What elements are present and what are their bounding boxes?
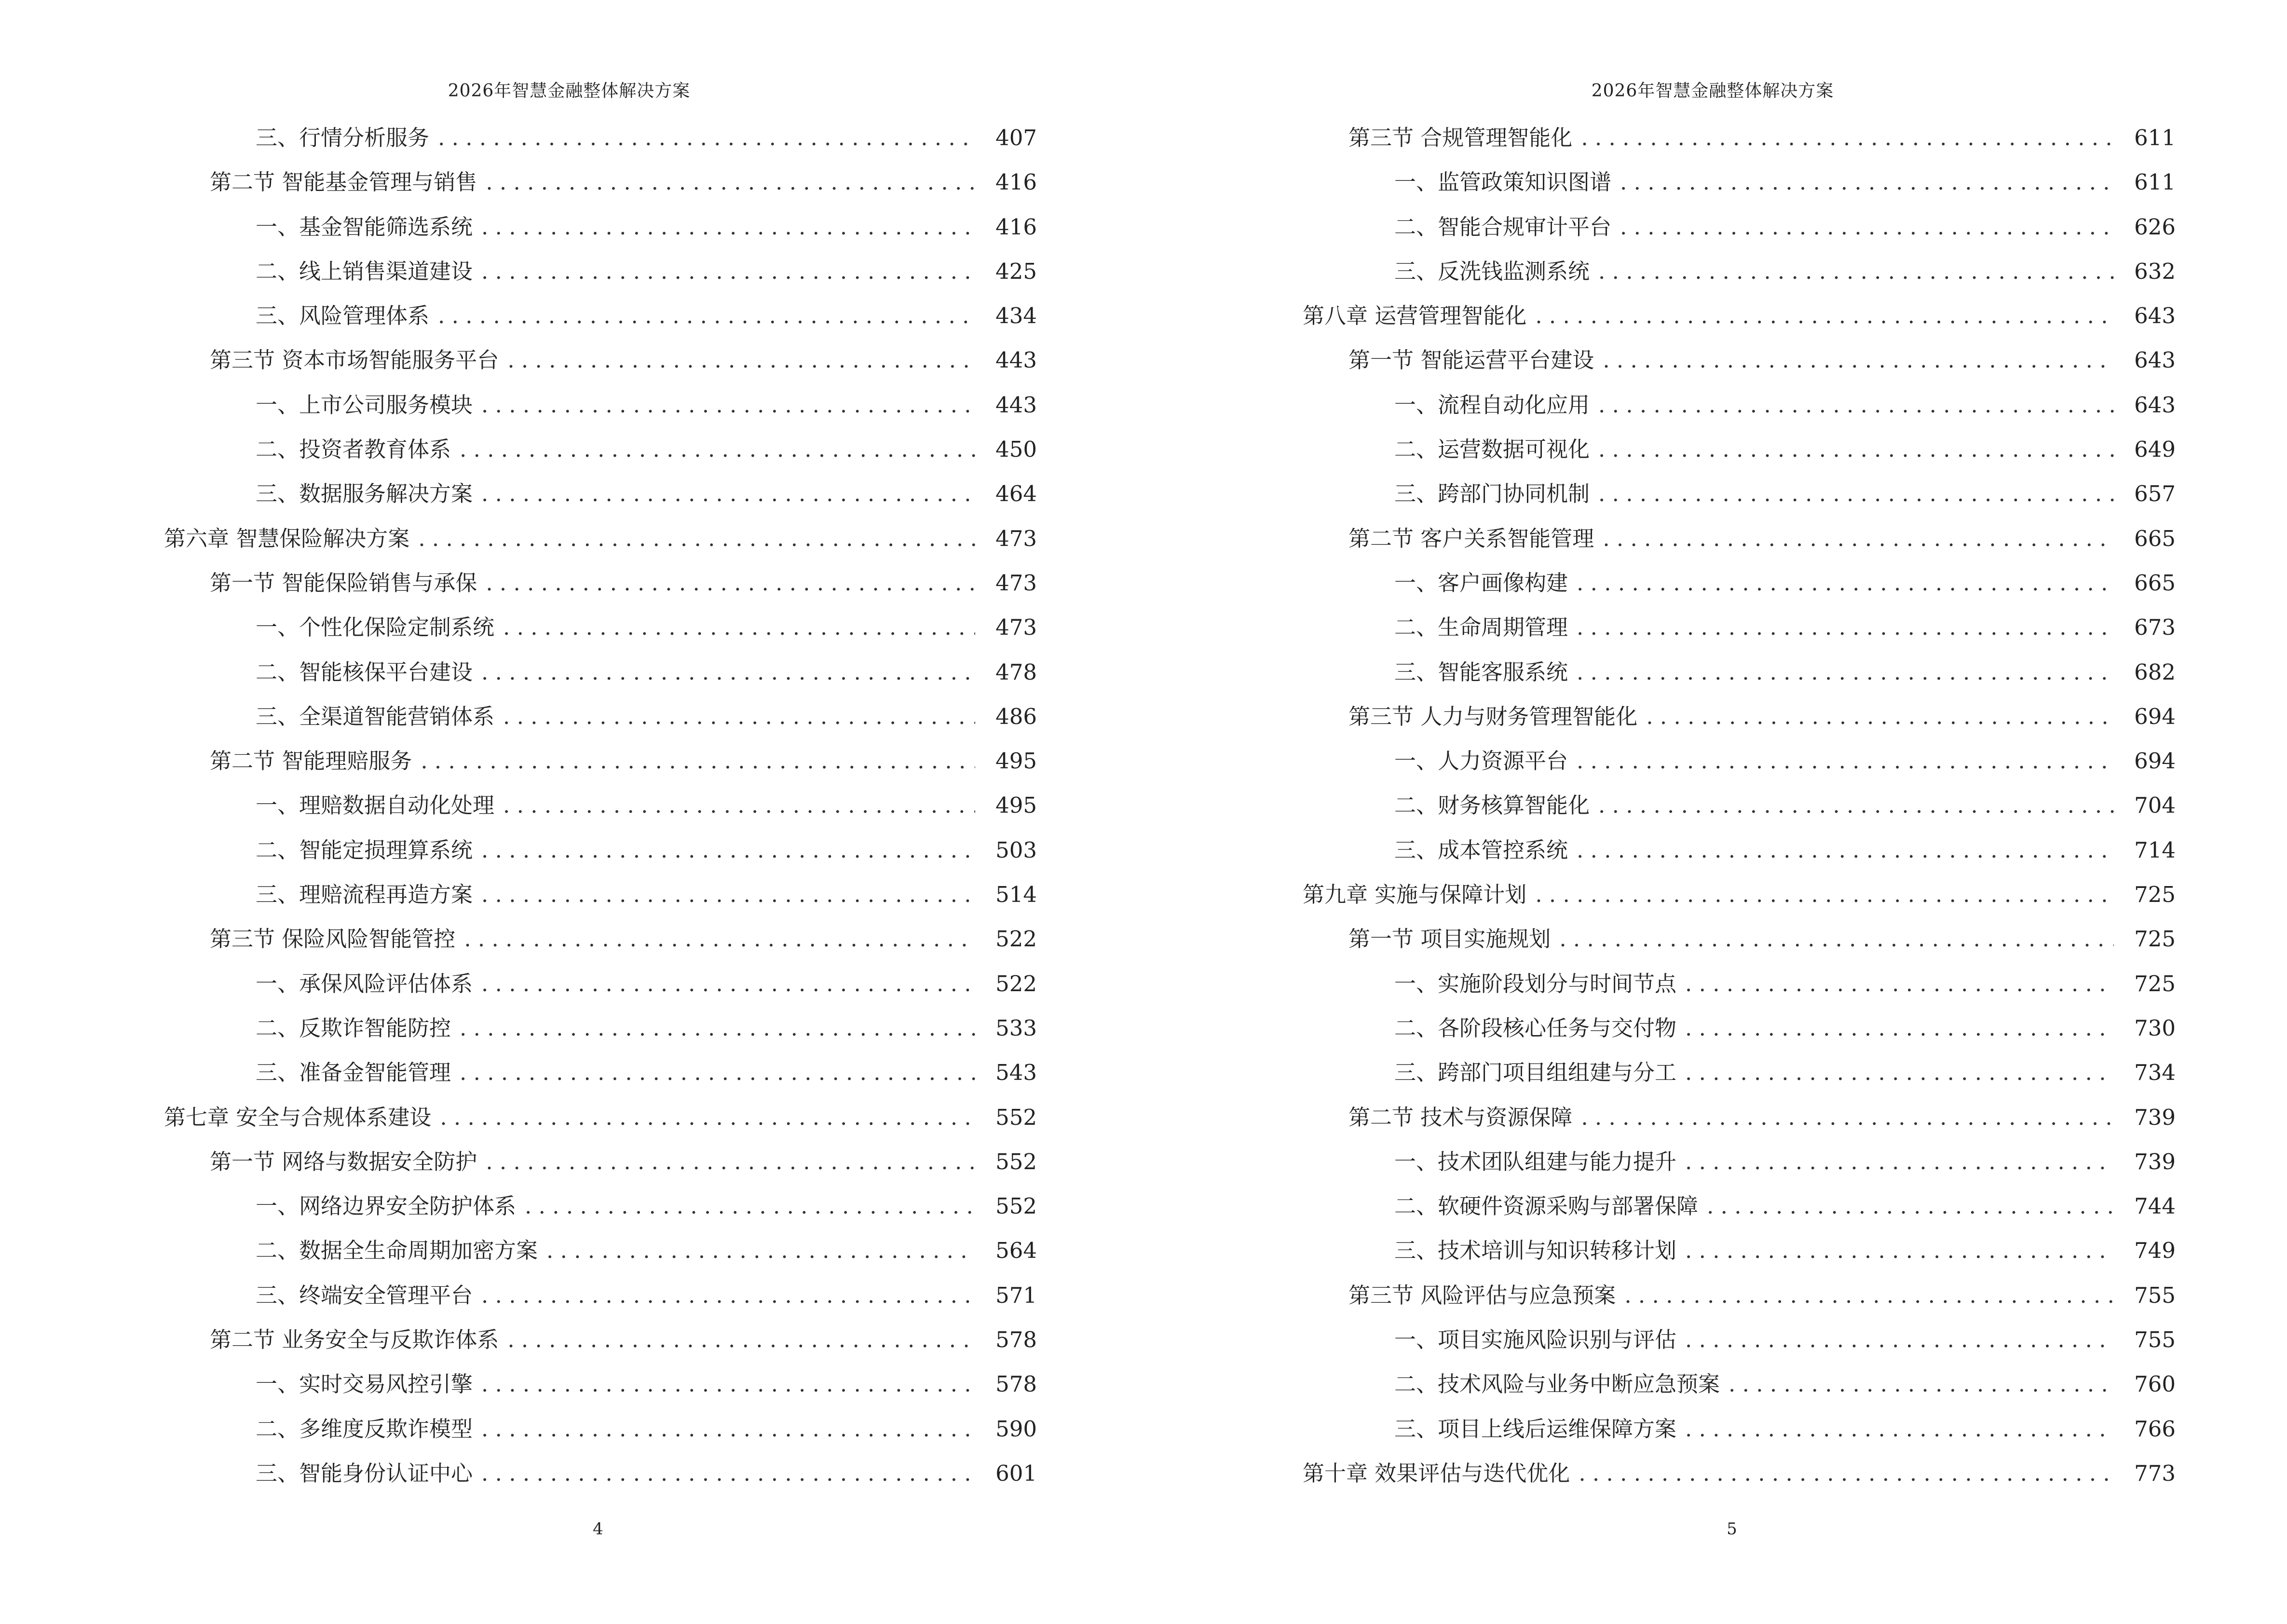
toc-entry-title: 三、跨部门协同机制 (1394, 481, 1590, 507)
toc-entry-title: 二、财务核算智能化 (1394, 792, 1590, 819)
toc-entry[interactable] (164, 205, 1037, 249)
toc-entry-title: 第一节 项目实施规划 (1348, 926, 1551, 952)
toc-entry[interactable] (1303, 1318, 2176, 1362)
toc-entry-title: 二、反欺诈智能防控 (256, 1015, 451, 1041)
dot-leader (503, 695, 975, 739)
toc-entry-page: 755 (2134, 1282, 2176, 1308)
dot-leader (481, 205, 975, 249)
toc-entry-title: 第三节 合规管理智能化 (1348, 125, 1573, 150)
dot-leader (1603, 338, 2114, 382)
toc-entry-page: 739 (2134, 1104, 2176, 1130)
dot-leader (1581, 1095, 2114, 1140)
dot-leader (1577, 650, 2114, 695)
dot-leader (464, 917, 975, 961)
toc-entry-page: 564 (995, 1238, 1037, 1264)
toc-entry-title: 一、网络边界安全防护体系 (256, 1193, 517, 1219)
dot-leader (1598, 427, 2114, 472)
toc-entry-title: 一、基金智能筛选系统 (256, 214, 473, 240)
dot-leader (1685, 1140, 2114, 1184)
toc-entry[interactable] (164, 783, 1037, 828)
dot-leader (1598, 783, 2114, 828)
toc-entry-page: 503 (995, 837, 1037, 863)
toc-entry[interactable] (1303, 650, 2176, 695)
dot-leader (486, 1140, 975, 1184)
toc-entry[interactable] (164, 294, 1037, 338)
toc-entry-title: 二、运营数据可视化 (1394, 437, 1590, 463)
toc-entry[interactable] (164, 1095, 1037, 1140)
toc-entry[interactable] (1303, 962, 2176, 1006)
toc-entry-page: 626 (2134, 214, 2176, 240)
dot-leader (481, 828, 975, 873)
toc-entry[interactable] (1303, 1273, 2176, 1318)
dot-leader (460, 1006, 975, 1051)
toc-entry-title: 第七章 安全与合规体系建设 (164, 1104, 432, 1130)
dot-leader (507, 1318, 975, 1362)
dot-leader (503, 783, 975, 828)
toc-entry-page: 464 (995, 481, 1037, 507)
dot-leader (1707, 1184, 2114, 1228)
toc-entry-title: 三、理赔流程再造方案 (256, 882, 473, 908)
toc-entry-page: 649 (2134, 437, 2176, 463)
toc-list (1303, 116, 2176, 1496)
toc-entry-title: 三、反洗钱监测系统 (1394, 258, 1590, 284)
toc-entry-title: 第十章 效果评估与迭代优化 (1303, 1460, 1570, 1486)
toc-entry-page: 766 (2134, 1416, 2176, 1442)
toc-entry-title: 三、风险管理体系 (256, 303, 430, 329)
dot-leader (1581, 116, 2114, 160)
toc-entry[interactable] (1303, 783, 2176, 828)
dot-leader (1598, 472, 2114, 516)
toc-page-right (1144, 0, 2287, 1624)
toc-entry-title: 一、实时交易风控引擎 (256, 1371, 473, 1397)
toc-entry-title: 三、全渠道智能营销体系 (256, 703, 495, 729)
toc-entry-page: 734 (2134, 1060, 2176, 1086)
toc-entry[interactable] (164, 828, 1037, 873)
toc-entry[interactable] (1303, 1006, 2176, 1051)
toc-entry-title: 一、客户画像构建 (1394, 570, 1568, 596)
toc-entry-page: 522 (995, 970, 1037, 996)
toc-entry[interactable] (164, 517, 1037, 561)
toc-entry-title: 三、智能身份认证中心 (256, 1460, 473, 1486)
toc-entry-title: 三、行情分析服务 (256, 125, 430, 150)
toc-entry[interactable] (1303, 1228, 2176, 1273)
toc-entry[interactable] (1303, 294, 2176, 338)
dot-leader (1685, 1318, 2114, 1362)
toc-entry[interactable] (164, 1451, 1037, 1496)
toc-list (164, 116, 1037, 1496)
toc-entry-page: 760 (2134, 1371, 2176, 1397)
toc-entry-title: 一、上市公司服务模块 (256, 392, 473, 418)
toc-entry[interactable] (164, 427, 1037, 472)
toc-entry-title: 三、跨部门项目组组建与分工 (1394, 1060, 1677, 1086)
toc-entry[interactable] (1303, 1140, 2176, 1184)
toc-entry-page: 601 (995, 1460, 1037, 1486)
toc-entry[interactable] (164, 1273, 1037, 1318)
toc-entry-page: 643 (2134, 303, 2176, 329)
toc-entry-page: 773 (2134, 1460, 2176, 1486)
dot-leader (1598, 249, 2114, 294)
dot-leader (1620, 160, 2114, 205)
page-number: 4 (593, 1519, 603, 1539)
toc-entry-page: 611 (2134, 125, 2176, 150)
toc-entry[interactable] (164, 695, 1037, 739)
toc-entry-page: 416 (995, 214, 1037, 240)
toc-entry[interactable] (164, 160, 1037, 205)
dot-leader (1598, 383, 2114, 427)
toc-entry[interactable] (164, 116, 1037, 160)
toc-entry-title: 一、个性化保险定制系统 (256, 614, 495, 641)
dot-leader (1577, 605, 2114, 650)
dot-leader (1646, 695, 2114, 739)
toc-entry-page: 673 (2134, 614, 2176, 641)
toc-entry-title: 一、承保风险评估体系 (256, 970, 473, 996)
toc-entry-title: 三、准备金智能管理 (256, 1060, 451, 1086)
toc-entry-page: 611 (2134, 169, 2176, 195)
dot-leader (486, 160, 975, 205)
toc-entry-page: 682 (2134, 659, 2176, 685)
toc-entry[interactable] (164, 249, 1037, 294)
toc-entry-title: 一、人力资源平台 (1394, 748, 1568, 774)
toc-entry-title: 第三节 风险评估与应急预案 (1348, 1282, 1616, 1308)
toc-entry[interactable] (1303, 338, 2176, 382)
toc-entry-page: 425 (995, 258, 1037, 284)
toc-entry-page: 665 (2134, 525, 2176, 551)
toc-entry-page: 755 (2134, 1327, 2176, 1353)
toc-entry[interactable] (1303, 873, 2176, 917)
toc-entry-page: 434 (995, 303, 1037, 329)
toc-entry[interactable] (1303, 1362, 2176, 1406)
toc-entry-title: 二、技术风险与业务中断应急预案 (1394, 1371, 1720, 1397)
toc-entry[interactable] (1303, 561, 2176, 605)
toc-entry-title: 第一节 智能运营平台建设 (1348, 347, 1594, 373)
toc-entry[interactable] (164, 338, 1037, 382)
toc-entry[interactable] (1303, 1407, 2176, 1451)
toc-entry-page: 725 (2134, 970, 2176, 996)
toc-entry-title: 三、数据服务解决方案 (256, 481, 473, 507)
dot-leader (1577, 828, 2114, 873)
toc-entry-title: 第二节 智能基金管理与销售 (210, 169, 477, 195)
toc-entry-page: 552 (995, 1148, 1037, 1174)
toc-entry[interactable] (1303, 472, 2176, 516)
toc-entry-page: 590 (995, 1416, 1037, 1442)
toc-entry-page: 643 (2134, 347, 2176, 373)
toc-entry[interactable] (164, 383, 1037, 427)
toc-entry-title: 三、技术培训与知识转移计划 (1394, 1238, 1677, 1264)
toc-entry[interactable] (164, 1006, 1037, 1051)
toc-entry-title: 三、终端安全管理平台 (256, 1282, 473, 1308)
toc-entry[interactable] (1303, 1095, 2176, 1140)
toc-entry-page: 522 (995, 926, 1037, 952)
dot-leader (1579, 1451, 2114, 1496)
dot-leader (1685, 1006, 2114, 1051)
toc-entry-page: 543 (995, 1060, 1037, 1086)
toc-entry-title: 二、各阶段核心任务与交付物 (1394, 1015, 1677, 1041)
toc-entry-title: 第八章 运营管理智能化 (1303, 303, 1527, 329)
toc-entry[interactable] (1303, 917, 2176, 961)
toc-entry[interactable] (1303, 249, 2176, 294)
toc-entry-title: 第二节 客户关系智能管理 (1348, 525, 1594, 551)
toc-entry-page: 739 (2134, 1148, 2176, 1174)
toc-entry-page: 694 (2134, 748, 2176, 774)
toc-entry-page: 694 (2134, 703, 2176, 729)
toc-entry-page: 552 (995, 1104, 1037, 1130)
toc-entry-page: 443 (995, 392, 1037, 418)
toc-entry-page: 643 (2134, 392, 2176, 418)
dot-leader (1577, 739, 2114, 783)
dot-leader (1620, 205, 2114, 249)
dot-leader (1685, 1051, 2114, 1095)
toc-entry-page: 749 (2134, 1238, 2176, 1264)
dot-leader (481, 383, 975, 427)
dot-leader (546, 1228, 975, 1273)
toc-entry-title: 二、投资者教育体系 (256, 437, 451, 463)
dot-leader (481, 249, 975, 294)
toc-entry[interactable] (164, 605, 1037, 650)
running-header: 2026年智慧金融整体解决方案 (1591, 81, 1834, 101)
toc-entry-page: 665 (2134, 570, 2176, 596)
toc-entry-page: 495 (995, 748, 1037, 774)
dot-leader (481, 962, 975, 1006)
toc-entry-title: 二、线上销售渠道建设 (256, 258, 473, 284)
toc-entry-page: 714 (2134, 837, 2176, 863)
toc-entry-title: 二、智能定损理算系统 (256, 837, 473, 863)
toc-entry[interactable] (164, 917, 1037, 961)
toc-entry-title: 一、监管政策知识图谱 (1394, 169, 1612, 195)
toc-entry[interactable] (164, 472, 1037, 516)
toc-entry[interactable] (164, 1051, 1037, 1095)
toc-entry-page: 486 (995, 703, 1037, 729)
dot-leader (1535, 294, 2114, 338)
dot-leader (525, 1184, 975, 1228)
toc-entry-page: 443 (995, 347, 1037, 373)
toc-entry-page: 657 (2134, 481, 2176, 507)
toc-entry-page: 725 (2134, 882, 2176, 908)
toc-entry[interactable] (164, 739, 1037, 783)
toc-entry-page: 578 (995, 1327, 1037, 1353)
toc-entry[interactable] (1303, 1451, 2176, 1496)
toc-entry-title: 一、技术团队组建与能力提升 (1394, 1148, 1677, 1174)
toc-entry[interactable] (1303, 383, 2176, 427)
toc-entry-page: 473 (995, 525, 1037, 551)
toc-entry-title: 三、成本管控系统 (1394, 837, 1568, 863)
toc-entry-title: 二、智能合规审计平台 (1394, 214, 1612, 240)
toc-entry-title: 二、智能核保平台建设 (256, 659, 473, 685)
toc-entry-title: 第三节 保险风险智能管控 (210, 926, 456, 952)
toc-entry[interactable] (1303, 828, 2176, 873)
toc-entry-title: 第二节 技术与资源保障 (1348, 1104, 1573, 1130)
toc-entry[interactable] (164, 873, 1037, 917)
toc-entry-page: 578 (995, 1371, 1037, 1397)
toc-entry-title: 第二节 业务安全与反欺诈体系 (210, 1327, 499, 1353)
toc-entry-title: 三、智能客服系统 (1394, 659, 1568, 685)
toc-entry[interactable] (1303, 1184, 2176, 1228)
toc-entry[interactable] (164, 1184, 1037, 1228)
toc-entry-title: 第九章 实施与保障计划 (1303, 882, 1527, 908)
toc-entry[interactable] (1303, 517, 2176, 561)
dot-leader (481, 650, 975, 695)
toc-entry-page: 478 (995, 659, 1037, 685)
toc-entry-page: 495 (995, 792, 1037, 819)
toc-entry-page: 407 (995, 125, 1037, 150)
toc-entry[interactable] (1303, 695, 2176, 739)
dot-leader (421, 739, 975, 783)
toc-entry[interactable] (164, 1318, 1037, 1362)
toc-entry[interactable] (164, 1140, 1037, 1184)
toc-entry[interactable] (1303, 1051, 2176, 1095)
toc-entry-title: 第三节 人力与财务管理智能化 (1348, 703, 1638, 729)
dot-leader (1559, 917, 2114, 961)
dot-leader (481, 1407, 975, 1451)
dot-leader (460, 1051, 975, 1095)
toc-entry[interactable] (164, 962, 1037, 1006)
toc-entry[interactable] (164, 561, 1037, 605)
toc-entry-page: 730 (2134, 1015, 2176, 1041)
toc-entry[interactable] (164, 1407, 1037, 1451)
toc-entry-page: 473 (995, 614, 1037, 641)
toc-entry[interactable] (1303, 205, 2176, 249)
dot-leader (1685, 1407, 2114, 1451)
dot-leader (418, 517, 975, 561)
toc-entry[interactable] (1303, 605, 2176, 650)
dot-leader (438, 294, 975, 338)
toc-entry-page: 552 (995, 1193, 1037, 1219)
toc-entry-title: 二、生命周期管理 (1394, 614, 1568, 641)
toc-entry-page: 571 (995, 1282, 1037, 1308)
dot-leader (481, 873, 975, 917)
dot-leader (1535, 873, 2114, 917)
toc-entry-title: 三、项目上线后运维保障方案 (1394, 1416, 1677, 1442)
toc-entry-page: 416 (995, 169, 1037, 195)
toc-entry-title: 一、流程自动化应用 (1394, 392, 1590, 418)
dot-leader (1685, 1228, 2114, 1273)
toc-entry-title: 第二节 智能理赔服务 (210, 748, 412, 774)
toc-entry-page: 744 (2134, 1193, 2176, 1219)
dot-leader (507, 338, 975, 382)
toc-entry-title: 一、实施阶段划分与时间节点 (1394, 970, 1677, 996)
toc-entry-title: 二、软硬件资源采购与部署保障 (1394, 1193, 1699, 1219)
toc-entry[interactable] (1303, 116, 2176, 160)
toc-entry-page: 704 (2134, 792, 2176, 819)
page-number: 5 (1727, 1519, 1737, 1539)
toc-entry[interactable] (1303, 160, 2176, 205)
dot-leader (1624, 1273, 2114, 1318)
toc-entry-title: 第六章 智慧保险解决方案 (164, 525, 410, 551)
dot-leader (481, 1273, 975, 1318)
toc-entry-page: 533 (995, 1015, 1037, 1041)
toc-entry-title: 第一节 网络与数据安全防护 (210, 1148, 477, 1174)
dot-leader (438, 116, 975, 160)
dot-leader (481, 472, 975, 516)
dot-leader (1729, 1362, 2114, 1406)
toc-entry-title: 二、数据全生命周期加密方案 (256, 1238, 538, 1264)
dot-leader (1603, 517, 2114, 561)
running-header: 2026年智慧金融整体解决方案 (448, 81, 691, 101)
toc-entry-page: 450 (995, 437, 1037, 463)
toc-entry-page: 514 (995, 882, 1037, 908)
toc-entry[interactable] (164, 1228, 1037, 1273)
toc-entry-title: 第一节 智能保险销售与承保 (210, 570, 477, 596)
toc-entry-title: 一、理赔数据自动化处理 (256, 792, 495, 819)
toc-entry-page: 473 (995, 570, 1037, 596)
dot-leader (460, 427, 975, 472)
dot-leader (440, 1095, 975, 1140)
dot-leader (481, 1362, 975, 1406)
toc-entry[interactable] (1303, 739, 2176, 783)
toc-entry[interactable] (1303, 427, 2176, 472)
dot-leader (1685, 962, 2114, 1006)
dot-leader (481, 1451, 975, 1496)
toc-entry-title: 一、项目实施风险识别与评估 (1394, 1327, 1677, 1353)
toc-entry[interactable] (164, 650, 1037, 695)
dot-leader (1577, 561, 2114, 605)
toc-entry-page: 725 (2134, 926, 2176, 952)
dot-leader (503, 605, 975, 650)
toc-entry-page: 632 (2134, 258, 2176, 284)
toc-entry[interactable] (164, 1362, 1037, 1406)
toc-entry-title: 二、多维度反欺诈模型 (256, 1416, 473, 1442)
dot-leader (486, 561, 975, 605)
toc-entry-title: 第三节 资本市场智能服务平台 (210, 347, 499, 373)
